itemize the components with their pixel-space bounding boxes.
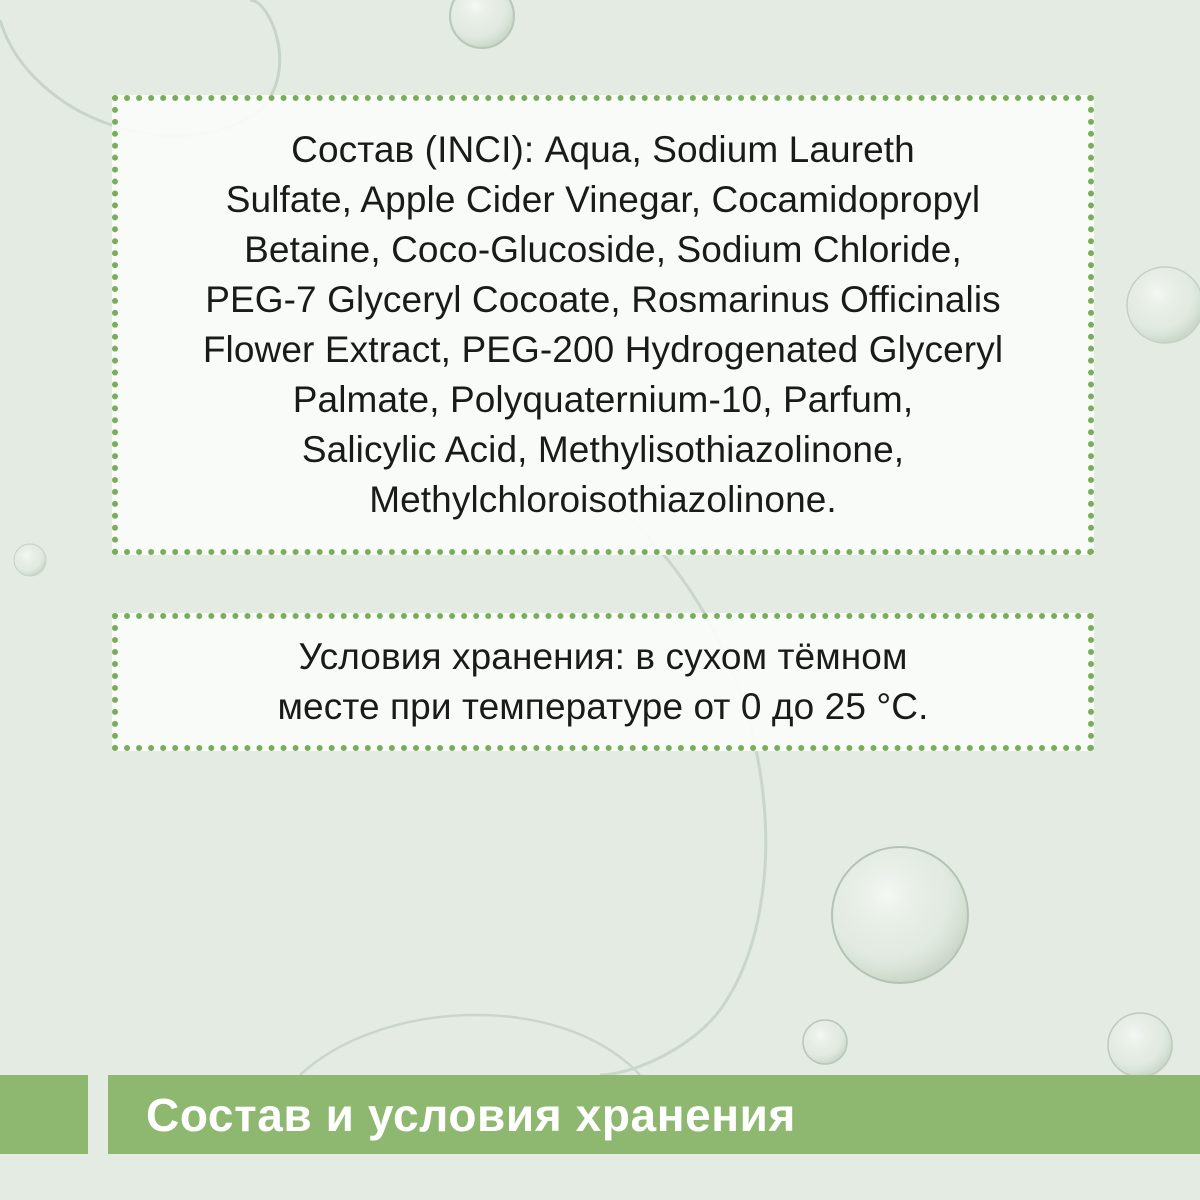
storage-conditions-text: Условия хранения: в сухом тёмном месте при температуре от 0 до 25 °С. <box>277 636 929 727</box>
footer-title-bar <box>108 1075 1200 1154</box>
footer-accent-square <box>0 1075 88 1154</box>
storage-conditions-box <box>112 613 1094 751</box>
ingredients-box <box>112 95 1094 555</box>
footer-title: Состав и условия хранения <box>146 1088 796 1141</box>
ingredients-text: Состав (INCI): Aqua, Sodium Laureth Sulfate, Apple Cider Vinegar, Cocamidopropyl Betaine, Coco-Glucoside, Sodium Chloride, PEG-7 Glyceryl Cocoate, Rosmarinus Officinalis Flower Extract, PEG-200 Hydrogenated Glyceryl Palmate, Polyquaternium-10, Parfum, Salicylic Acid, Methylisothiazolinone, Methylchloroisothiazolinone. <box>202 129 1004 520</box>
